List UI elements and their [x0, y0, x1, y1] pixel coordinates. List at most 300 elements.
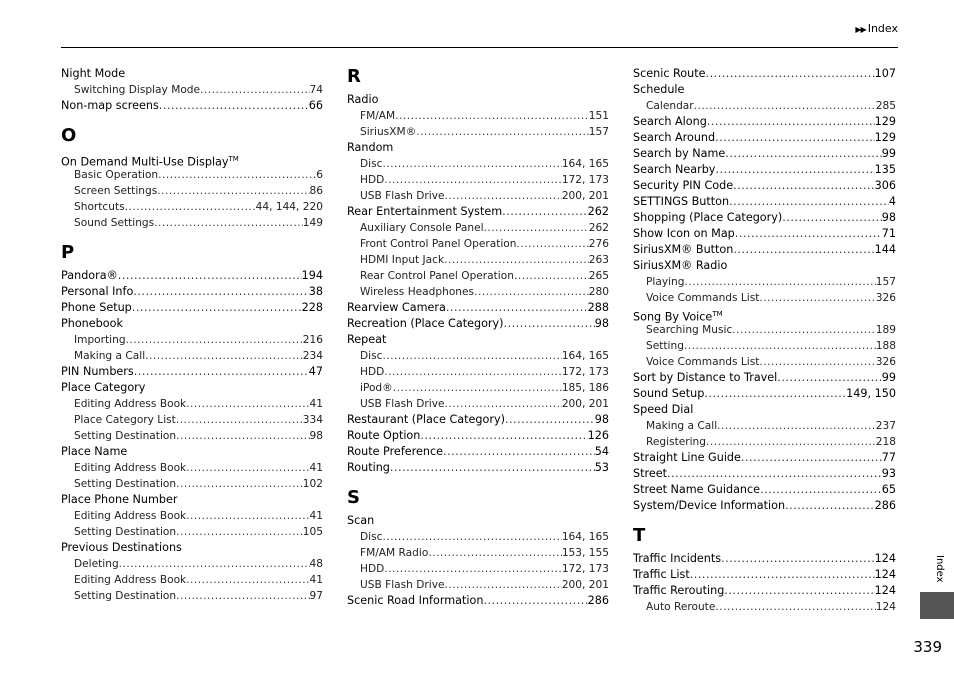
entry-text [74, 348, 145, 364]
page-reference[interactable]: 172, 173 [561, 563, 609, 575]
index-entry[interactable] [633, 162, 896, 178]
index-entry[interactable] [633, 194, 896, 210]
index-subentry[interactable] [347, 529, 609, 545]
entry-text [633, 114, 707, 130]
entry-text [61, 284, 133, 300]
entry-text [360, 172, 384, 188]
double-arrow-icon: ▶▶ [855, 25, 866, 34]
page-reference[interactable]: 48 [309, 558, 323, 570]
entry-text [61, 380, 145, 396]
entry-text [633, 466, 667, 482]
page-reference[interactable]: 129 [874, 131, 896, 144]
side-tab[interactable] [920, 592, 954, 619]
page-reference[interactable]: 157 [875, 276, 896, 288]
index-subentry[interactable] [347, 172, 609, 188]
dot-leader [502, 204, 587, 220]
index-entry[interactable] [347, 428, 609, 444]
entry-text [61, 444, 127, 460]
page-reference[interactable]: 326 [875, 356, 896, 368]
page-reference[interactable]: 77 [881, 451, 896, 464]
index-subentry[interactable] [633, 434, 896, 450]
index-subentry[interactable] [633, 274, 896, 290]
entry-label: Editing Address Book [74, 398, 187, 410]
index-subentry[interactable] [633, 599, 896, 615]
index-entry[interactable] [347, 444, 609, 460]
entry-label: Traffic Incidents [633, 552, 722, 565]
entry-text [74, 199, 125, 215]
index-subentry[interactable] [61, 82, 323, 98]
index-entry[interactable] [61, 284, 323, 300]
dot-leader [176, 412, 303, 428]
page-reference[interactable]: 185, 186 [561, 382, 609, 394]
index-entry[interactable] [633, 370, 896, 386]
index-subentry[interactable] [61, 199, 323, 215]
entry-text [74, 167, 158, 183]
page-reference[interactable]: 286 [874, 499, 896, 512]
page-reference[interactable]: 41 [309, 398, 323, 410]
index-entry [633, 82, 896, 98]
page-reference[interactable]: 66 [308, 99, 323, 112]
entry-label: Show Icon on Map [633, 227, 735, 240]
entry-label: Place Name [61, 445, 128, 458]
page-reference[interactable]: 41 [309, 510, 323, 522]
index-entry[interactable] [347, 593, 609, 609]
index-entry [347, 140, 609, 156]
entry-label: Sound Setup [633, 387, 705, 400]
index-subentry[interactable] [347, 380, 609, 396]
entry-text [74, 396, 186, 412]
dot-leader [186, 572, 309, 588]
page-reference[interactable]: 200, 201 [561, 398, 609, 410]
index-entry[interactable] [61, 98, 323, 114]
index-subentry[interactable] [61, 215, 323, 231]
index-entry[interactable] [347, 204, 609, 220]
dot-leader [444, 252, 589, 268]
index-subentry[interactable] [61, 460, 323, 476]
index-subentry[interactable] [347, 561, 609, 577]
entry-text [61, 268, 118, 284]
dot-leader [782, 210, 882, 226]
page-reference[interactable]: 200, 201 [561, 190, 609, 202]
entry-label: Phonebook [61, 317, 123, 330]
index-subentry[interactable] [61, 588, 323, 604]
entry-text [633, 258, 727, 274]
index-entry[interactable] [633, 551, 896, 567]
index-subentry[interactable] [61, 508, 323, 524]
entry-text [646, 274, 684, 290]
dot-leader [741, 450, 882, 466]
page-reference[interactable]: 200, 201 [561, 579, 609, 591]
entry-text [633, 82, 684, 98]
index-column-3 [633, 66, 896, 615]
entry-label: Calendar [646, 100, 694, 112]
entry-label: Switching Display Mode [74, 84, 201, 96]
entry-text [74, 588, 176, 604]
page-reference[interactable]: 151 [588, 110, 609, 122]
page-reference[interactable]: 164, 165 [561, 158, 609, 170]
entry-text [633, 194, 729, 210]
page-reference[interactable]: 99 [881, 371, 896, 384]
index-subentry[interactable] [347, 108, 609, 124]
entry-text [646, 354, 759, 370]
index-entry[interactable] [633, 210, 896, 226]
dot-leader [514, 268, 589, 284]
index-entry[interactable] [347, 412, 609, 428]
entry-label: Importing [74, 334, 126, 346]
page-reference[interactable]: 99 [881, 147, 896, 160]
page-reference[interactable]: 216 [302, 334, 323, 346]
index-subentry[interactable] [61, 183, 323, 199]
dot-leader [725, 146, 881, 162]
dot-leader [176, 476, 303, 492]
page-reference[interactable]: 157 [588, 126, 609, 138]
dot-leader [735, 226, 882, 242]
dot-leader [715, 130, 875, 146]
breadcrumb-label: Index [867, 22, 898, 35]
entry-label: Scenic Route [633, 67, 706, 80]
entry-label: Deleting [74, 558, 119, 570]
page-reference[interactable]: 86 [309, 185, 323, 197]
page-reference[interactable]: 124 [874, 552, 896, 565]
index-entry[interactable] [633, 226, 896, 242]
dot-leader [384, 172, 562, 188]
dot-leader [176, 588, 309, 604]
index-subentry[interactable] [347, 268, 609, 284]
page-reference[interactable]: 164, 165 [561, 350, 609, 362]
entry-label: USB Flash Drive [360, 190, 445, 202]
page-reference[interactable]: 326 [875, 292, 896, 304]
index-subentry[interactable] [61, 348, 323, 364]
entry-text [360, 529, 382, 545]
index-entry[interactable] [633, 178, 896, 194]
page-reference[interactable]: 98 [881, 211, 896, 224]
entry-label: Searching Music [646, 324, 733, 336]
index-subentry[interactable] [347, 252, 609, 268]
page-reference[interactable]: 149, 150 [846, 387, 896, 400]
page-reference[interactable]: 44, 144, 220 [255, 201, 323, 213]
index-entry[interactable] [633, 242, 896, 258]
page-reference[interactable]: 288 [587, 301, 609, 314]
index-subentry[interactable] [347, 348, 609, 364]
index-subentry[interactable] [61, 476, 323, 492]
page-reference[interactable]: 306 [874, 179, 896, 192]
page-reference[interactable]: 102 [302, 478, 323, 490]
page-reference[interactable]: 98 [594, 317, 609, 330]
entry-label: HDMI Input Jack [360, 254, 445, 266]
index-entry[interactable] [633, 146, 896, 162]
entry-label: Sound Settings [74, 217, 155, 229]
entry-label: Shortcuts [74, 201, 125, 213]
index-entry [61, 540, 323, 556]
index-entry [347, 92, 609, 108]
index-subentry[interactable] [347, 188, 609, 204]
index-entry [61, 380, 323, 396]
entry-text [633, 178, 733, 194]
index-subentry[interactable] [633, 354, 896, 370]
entry-label: Search Nearby [633, 163, 716, 176]
index-entry[interactable] [347, 300, 609, 316]
index-entry[interactable] [633, 567, 896, 583]
index-subentry[interactable] [633, 322, 896, 338]
page-reference[interactable]: 218 [875, 436, 896, 448]
page-reference[interactable]: 74 [309, 84, 323, 96]
dot-leader [200, 82, 309, 98]
page-reference[interactable]: 126 [587, 429, 609, 442]
page-reference[interactable]: 280 [588, 286, 609, 298]
index-entry [61, 444, 323, 460]
entry-text [61, 66, 125, 82]
page-reference[interactable]: 53 [594, 461, 609, 474]
entry-label: Phone Setup [61, 301, 132, 314]
page-reference[interactable]: 135 [874, 163, 896, 176]
page-reference[interactable]: 263 [588, 254, 609, 266]
dot-leader [446, 300, 588, 316]
index-entry[interactable] [61, 268, 323, 284]
entry-text [360, 268, 514, 284]
index-subentry[interactable] [61, 332, 323, 348]
entry-label: FM/AM Radio [360, 547, 429, 559]
entry-text [347, 412, 505, 428]
index-subentry[interactable] [61, 167, 323, 183]
entry-text [61, 492, 177, 508]
entry-label: Playing [646, 276, 685, 288]
entry-label: SiriusXM® [360, 126, 417, 138]
entry-label: Speed Dial [633, 403, 694, 416]
index-entry [347, 332, 609, 348]
page-reference[interactable]: 189 [875, 324, 896, 336]
index-entry[interactable] [633, 114, 896, 130]
dot-leader [428, 545, 561, 561]
page-reference[interactable]: 38 [308, 285, 323, 298]
page-reference[interactable]: 144 [874, 243, 896, 256]
dot-leader [724, 583, 874, 599]
entry-label: Rearview Camera [347, 301, 446, 314]
page-reference[interactable]: 153, 155 [561, 547, 609, 559]
index-column-1 [61, 66, 323, 604]
page-reference[interactable]: 6 [316, 169, 323, 181]
dot-leader [715, 162, 874, 178]
dot-leader [125, 199, 256, 215]
entry-label: Schedule [633, 83, 685, 96]
dot-leader [483, 593, 587, 609]
index-entry[interactable] [633, 386, 896, 402]
index-subentry[interactable] [347, 577, 609, 593]
dot-leader [717, 418, 876, 434]
entry-text [360, 284, 474, 300]
entry-label: Screen Settings [74, 185, 158, 197]
entry-label: Place Category List [74, 414, 176, 426]
entry-label: Disc [360, 350, 383, 362]
index-subentry[interactable] [347, 364, 609, 380]
index-entry[interactable] [633, 450, 896, 466]
index-subentry[interactable] [633, 418, 896, 434]
dot-leader [390, 460, 595, 476]
page-reference[interactable]: 98 [594, 413, 609, 426]
index-entry[interactable] [61, 300, 323, 316]
index-subentry[interactable] [347, 220, 609, 236]
index-subentry[interactable] [347, 545, 609, 561]
index-subentry[interactable] [633, 98, 896, 114]
entry-text [633, 242, 733, 258]
dot-leader [777, 370, 881, 386]
index-subentry[interactable] [347, 284, 609, 300]
page-reference[interactable]: 65 [881, 483, 896, 496]
section-letter: S [347, 487, 360, 508]
dot-leader [133, 284, 308, 300]
page-reference[interactable]: 71 [881, 227, 896, 240]
index-entry[interactable] [61, 364, 323, 380]
entry-text [347, 204, 502, 220]
index-entry[interactable] [347, 316, 609, 332]
index-entry[interactable] [633, 130, 896, 146]
page-reference[interactable]: 107 [874, 67, 896, 80]
index-entry [61, 492, 323, 508]
entry-text [360, 348, 382, 364]
page-reference[interactable]: 228 [301, 301, 323, 314]
page-reference[interactable]: 124 [875, 601, 896, 613]
page-reference[interactable]: 276 [588, 238, 609, 250]
page-reference[interactable]: 124 [874, 568, 896, 581]
page-reference[interactable]: 4 [888, 195, 896, 208]
entry-text [74, 524, 176, 540]
index-subentry[interactable] [61, 428, 323, 444]
entry-label: Wireless Headphones [360, 286, 475, 298]
page-reference[interactable]: 98 [309, 430, 323, 442]
page-reference[interactable]: 41 [309, 574, 323, 586]
page-reference[interactable]: 105 [302, 526, 323, 538]
dot-leader [393, 380, 562, 396]
page-reference[interactable]: 172, 173 [561, 366, 609, 378]
entry-text [633, 370, 777, 386]
page-reference[interactable]: 172, 173 [561, 174, 609, 186]
index-entry [61, 66, 323, 82]
entry-label: Search Along [633, 115, 707, 128]
breadcrumb[interactable] [855, 22, 898, 35]
entry-label: Scan [347, 514, 375, 527]
page-reference[interactable]: 262 [587, 205, 609, 218]
dot-leader [484, 220, 589, 236]
index-subentry[interactable] [347, 236, 609, 252]
entry-text [360, 396, 445, 412]
index-subentry[interactable] [61, 572, 323, 588]
entry-label: Setting Destination [74, 526, 177, 538]
index-entry [633, 402, 896, 418]
entry-text [633, 386, 704, 402]
entry-text [360, 364, 384, 380]
page-reference[interactable]: 93 [881, 467, 896, 480]
entry-text [347, 593, 483, 609]
entry-text [360, 220, 484, 236]
dot-leader [186, 396, 309, 412]
page-reference[interactable]: 149 [302, 217, 323, 229]
entry-text [347, 332, 386, 348]
entry-label: FM/AM [360, 110, 396, 122]
section-letter: T [633, 525, 646, 546]
entry-text [360, 545, 428, 561]
page-reference[interactable]: 262 [588, 222, 609, 234]
entry-text [633, 162, 715, 178]
page-reference[interactable]: 54 [594, 445, 609, 458]
page-reference[interactable]: 164, 165 [561, 531, 609, 543]
entry-text [360, 156, 382, 172]
page-reference[interactable]: 334 [302, 414, 323, 426]
entry-text [74, 428, 176, 444]
page-reference[interactable]: 97 [309, 590, 323, 602]
index-subentry[interactable] [347, 124, 609, 140]
entry-label: Previous Destinations [61, 541, 182, 554]
entry-label: Scenic Road Information [347, 594, 484, 607]
entry-text [61, 316, 123, 332]
entry-label: Place Phone Number [61, 493, 178, 506]
trademark-mark: TM [712, 310, 723, 318]
dot-leader [445, 396, 562, 412]
page-reference[interactable]: 124 [874, 584, 896, 597]
index-subentry[interactable] [61, 396, 323, 412]
dot-leader [443, 444, 595, 460]
entry-label: Security PIN Code [633, 179, 734, 192]
dot-leader [119, 556, 310, 572]
page-reference[interactable]: 234 [302, 350, 323, 362]
entry-text [633, 482, 760, 498]
index-subentry[interactable] [61, 524, 323, 540]
dot-leader [157, 183, 309, 199]
page-reference[interactable]: 286 [587, 594, 609, 607]
page-reference[interactable]: 41 [309, 462, 323, 474]
page-reference[interactable]: 47 [308, 365, 323, 378]
index-subentry[interactable] [61, 556, 323, 572]
dot-leader [759, 354, 875, 370]
index-subentry[interactable] [633, 290, 896, 306]
page-reference[interactable]: 129 [874, 115, 896, 128]
page-reference[interactable]: 237 [875, 420, 896, 432]
entry-label: Editing Address Book [74, 462, 187, 474]
entry-text [646, 434, 706, 450]
entry-text [74, 332, 126, 348]
entry-text [347, 513, 374, 529]
index-subentry[interactable] [633, 338, 896, 354]
index-entry[interactable] [633, 583, 896, 599]
dot-leader [145, 348, 303, 364]
index-subentry[interactable] [347, 396, 609, 412]
index-subentry[interactable] [61, 412, 323, 428]
page-number: 339 [913, 638, 942, 656]
index-entry[interactable] [633, 498, 896, 514]
index-entry[interactable] [633, 466, 896, 482]
index-subentry[interactable] [347, 156, 609, 172]
index-entry[interactable] [347, 460, 609, 476]
page-reference[interactable]: 194 [301, 269, 323, 282]
entry-label: Song By Voice [633, 310, 713, 324]
index-entry [61, 316, 323, 332]
entry-text [633, 450, 741, 466]
page-reference[interactable]: 188 [875, 340, 896, 352]
page-reference[interactable]: 265 [588, 270, 609, 282]
entry-text [633, 210, 782, 226]
entry-label: SiriusXM® Radio [633, 259, 728, 272]
page-reference[interactable]: 285 [875, 100, 896, 112]
entry-text [61, 300, 132, 316]
dot-leader [704, 386, 846, 402]
section-letter: R [347, 66, 361, 87]
header-rule [61, 47, 898, 48]
dot-leader [517, 236, 589, 252]
entry-label: Setting [646, 340, 684, 352]
entry-label: HDD [360, 174, 385, 186]
index-entry[interactable] [633, 66, 896, 82]
entry-text [347, 428, 420, 444]
index-entry[interactable] [633, 482, 896, 498]
entry-text [347, 300, 446, 316]
